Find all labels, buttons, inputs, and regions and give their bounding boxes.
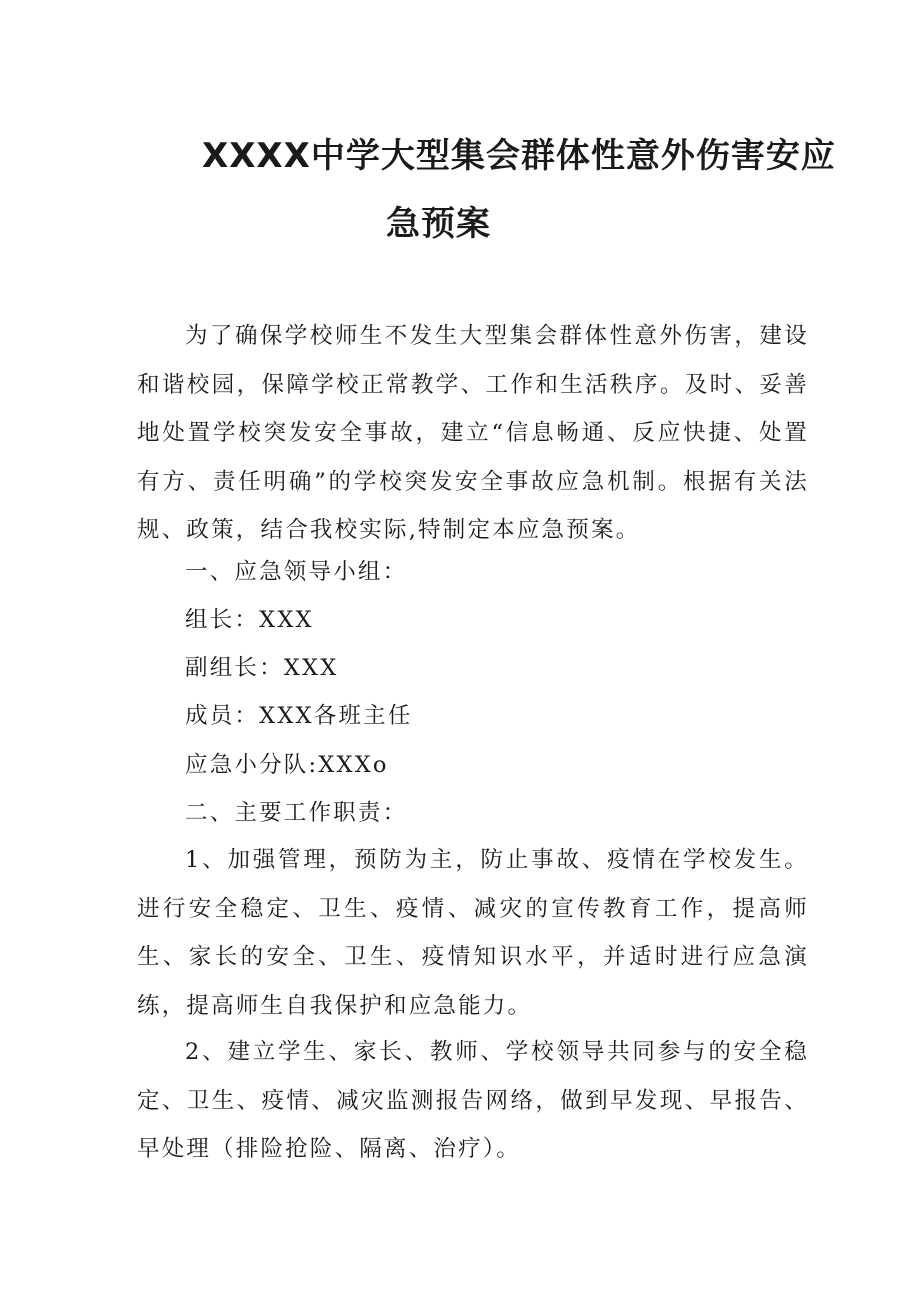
intro-paragraph: 为了确保学校师生不发生大型集会群体性意外伤害，建设和谐校园，保障学校正常教学、工作和生活秩序。及时、妥善地处置学校突发安全事故，建立“信息畅通、反应快捷、处置有方、责任明确”的学校突发安全事故应急机制。根据有关法规、政策，结合我校实际,特制定本应急预案。 — [137, 323, 809, 543]
members-line: 成员：XXX各班主任 — [185, 703, 413, 729]
document-title-line-2: 急预案 — [386, 204, 491, 244]
section-1-heading: 一、应急领导小组： — [185, 559, 408, 585]
duty-paragraph-1: 1、加强管理，预防为主，防止事故、疫情在学校发生。进行安全稳定、卫生、疫情、减灾的宣传教育工作，提高师生、家长的安全、卫生、疫情知识水平，并适时进行应急演练，提高师生自我保护和应急能力。 — [137, 847, 809, 1019]
leader-line: 组长：XXX — [185, 607, 314, 633]
deputy-leader-line: 副组长：XXX — [185, 655, 339, 681]
document-title-line-1: XXXX中学大型集会群体性意外伤害安应 — [202, 136, 836, 176]
emergency-team-line: 应急小分队:XXXo — [185, 752, 389, 778]
section-2-heading: 二、主要工作职责： — [185, 800, 408, 826]
duty-paragraph-2: 2、建立学生、家长、教师、学校领导共同参与的安全稳定、卫生、疫情、减灾监测报告网络，做到早发现、早报告、早处理（排险抢险、隔离、治疗）。 — [137, 1039, 809, 1162]
